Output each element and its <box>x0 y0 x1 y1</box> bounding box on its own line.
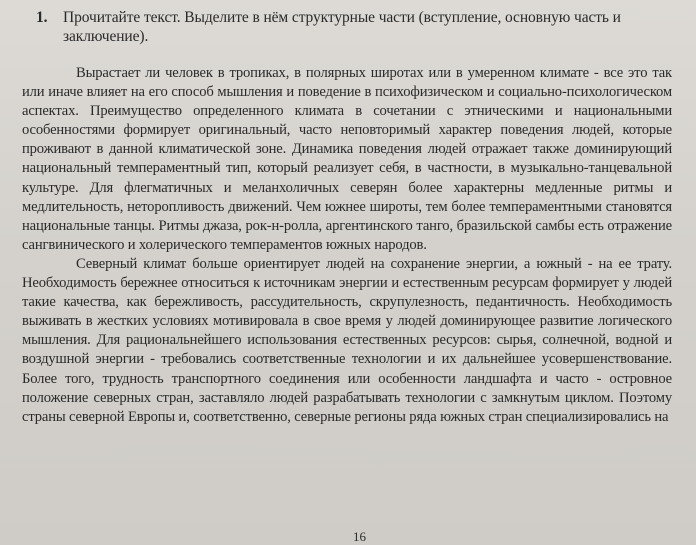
task-text: Прочитайте текст. Выделите в нём структурные части (вступление, основную часть и заключение). <box>63 9 621 45</box>
page-number: 16 <box>353 529 366 544</box>
paragraph-2: Северный климат больше ориентирует людей на сохранение энергии, а южный - на ее трату. Необходимость бережнее относиться к источникам энергии и естественным ресурсам формирует у людей такие качества, как бережливость, рассудительность, скрупулезность, педантичность. Необходимость выживать в жестких условиях мотивировала в свое время у людей доминирующее развитие логического мышления. Для рациональнейшего использования естественных ресурсов: сырья, солнечной, водной и воздушной энергии - требовались соответственные технологии и их дальнейшее усовершенствование. Более того, трудность транспортного соединения или особенности ландшафта и часто - островное положение северных стран, заставляло людей разрабатывать технологии с замкнутым циклом. Поэтому страны северной Европы и, соответственно, северные регионы ряда южных стран специализировались на <box>22 255 672 425</box>
paragraph-1: Вырастает ли человек в тропиках, в полярных широтах или в умеренном климате - все это так или иначе влияет на его способ мышления и поведение в психофизическом и социально-психологическом аспектах. Преимущество определенного климата в сочетании с этническими и национальными особенностями формирует оригинальный, часто неповторимый характер поведения людей, которые проживают в данной климатической зоне. Динамика поведения людей отражает также доминирующий национальный темпераментный тип, который реализует себя, в частности, в музыкально-танцевальной культуре. Для флегматичных и меланхоличных северян более характерны медленные ритмы и медлительность, неторопливость движений. Чем южнее широты, тем более темпераментными становятся национальные танцы. Ритмы джаза, рок-н-ролла, аргентинского танго, бразильской самбы есть отражение сангвинического и холерического темпераментов южных народов. <box>22 65 672 253</box>
task-instruction <box>36 8 676 46</box>
reading-text <box>22 64 672 427</box>
task-number: 1. <box>36 9 48 26</box>
